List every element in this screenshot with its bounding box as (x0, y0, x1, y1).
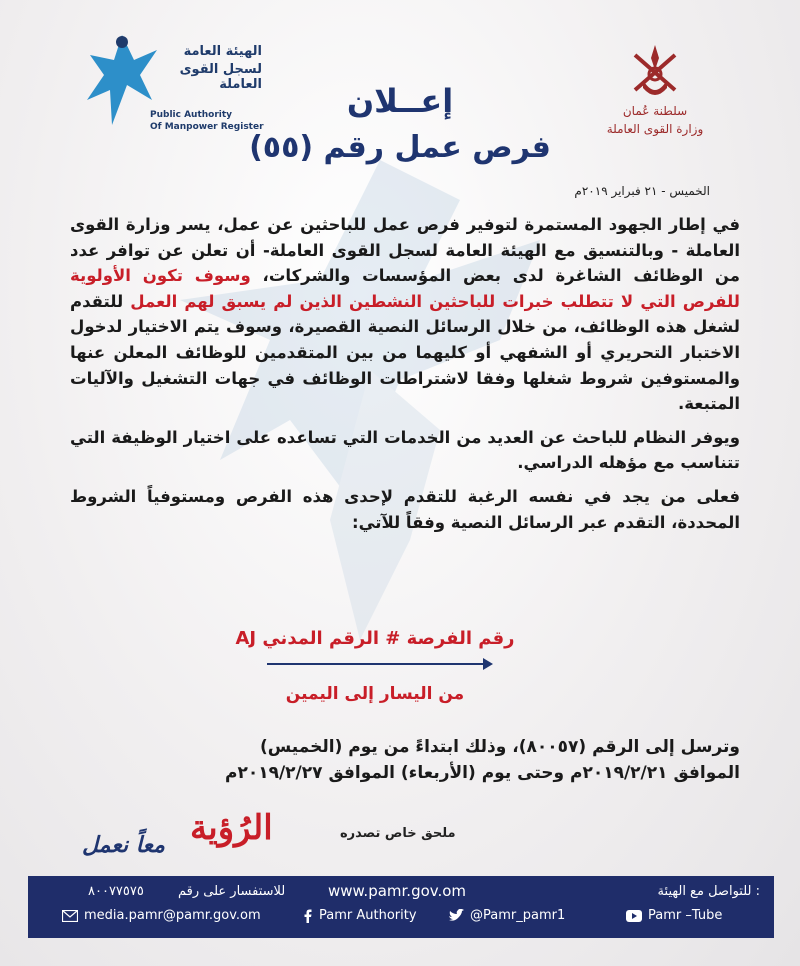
right-arrow-icon (265, 654, 495, 674)
send-line-2: الموافق ٢٠١٩/٢/٢١م وحتى يوم (الأربعاء) الموافق ٢٠١٩/٢/٢٧م (225, 763, 740, 783)
body-paragraph-1 (70, 212, 740, 417)
alroya-logo: الرُؤية (190, 808, 273, 848)
ministry-name-ar-2: وزارة القوى العاملة (606, 122, 704, 136)
facebook-label: Pamr Authority (319, 908, 417, 923)
authority-name-en-1: Public Authority (150, 110, 233, 120)
maana-namal-logo: معاً نعمل (82, 833, 165, 858)
facebook-icon (303, 909, 313, 923)
body-paragraph-3: فعلى من يجد في نفسه الرغبة للتقدم لإحدى هذه الفرص ومستوفياً الشروط المحددة، التقدم عبر الرسائل النصية وفقاً للآتي: (70, 486, 740, 532)
website-link[interactable]: www.pamr.gov.om (328, 882, 467, 900)
supplement-label: ملحق خاص تصدره (340, 826, 456, 841)
contact-footer (28, 876, 774, 938)
twitter-label: @Pamr_pamr1 (470, 908, 566, 923)
body-p1-text-a: في إطار الجهود المستمرة لتوفير فرص عمل للباحثين عن عمل، يسر وزارة القوى العاملة - وبالتنسيق مع الهيئة العامة لسجل القوى العاملة- أن تعلن عن توافر عدد من الوظائف الشاغرة لدى بعض المؤسسات والشركات، (70, 215, 740, 286)
body-p1-text-b: للتقدم لشغل هذه الوظائف، من خلال الرسائل النصية القصيرة، وسوف يتم الاختيار لدخول الاختبار التحريري أو الشفهي أو كليهما من بين المتقدمين للوظائف المعلن عنها والمستوفين شروط شغلها وفقا لاشتراطات الوظائف في جهات التشغيل والآليات المتبعة. (70, 291, 740, 414)
authority-name-ar-2: لسجل القوى العاملة (179, 62, 262, 92)
send-line-1: وترسل إلى الرقم (٨٠٠٥٧)، وذلك ابتداءً من يوم (الخميس) (259, 737, 740, 757)
direction-note: من اليسار إلى اليمين (285, 684, 465, 704)
twitter-icon (448, 909, 464, 923)
sms-format: رقم الفرصة # الرقم المدني AJ (235, 628, 515, 649)
announcement-body (70, 212, 740, 543)
announcement-date: الخميس - ٢١ فبراير ٢٠١٩م (574, 184, 710, 198)
ministry-name-ar-1: سلطنة عُمان (622, 104, 688, 118)
inquiry-number[interactable]: ٨٠٠٧٧٥٧٥ (88, 884, 144, 899)
facebook-item[interactable] (303, 908, 417, 923)
oman-emblem-icon (625, 40, 685, 100)
send-instructions (70, 734, 740, 786)
youtube-label: Pamr –Tube (648, 908, 723, 923)
authority-name-en-2: Of Manpower Register (150, 122, 264, 132)
youtube-item[interactable] (626, 908, 722, 923)
email-label: media.pamr@pamr.gov.om (84, 908, 261, 923)
body-paragraph-2: ويوفر النظام للباحث عن العديد من الخدمات التي تساعده على اختيار الوظيفة التي تتناسب مع مؤهله الدراسي. (70, 427, 740, 473)
email-item[interactable] (62, 908, 261, 923)
inquiry-label: للاستفسار على رقم (178, 884, 286, 899)
announcement-subtitle: فرص عمل رقم (٥٥) (249, 130, 551, 165)
announcement-title: إعــلان (346, 82, 454, 120)
authority-name-ar-1: الهيئة العامة (183, 44, 262, 59)
contact-label: للتواصل مع الهيئة : (657, 884, 760, 899)
youtube-icon (626, 910, 642, 922)
twitter-item[interactable] (448, 908, 565, 923)
body-p1-highlight: وسوف تكون الأولوية للفرص التي لا تتطلب خبرات للباحثين النشطين الذين لم يسبق لهم العمل (70, 266, 740, 311)
email-icon (62, 910, 78, 922)
